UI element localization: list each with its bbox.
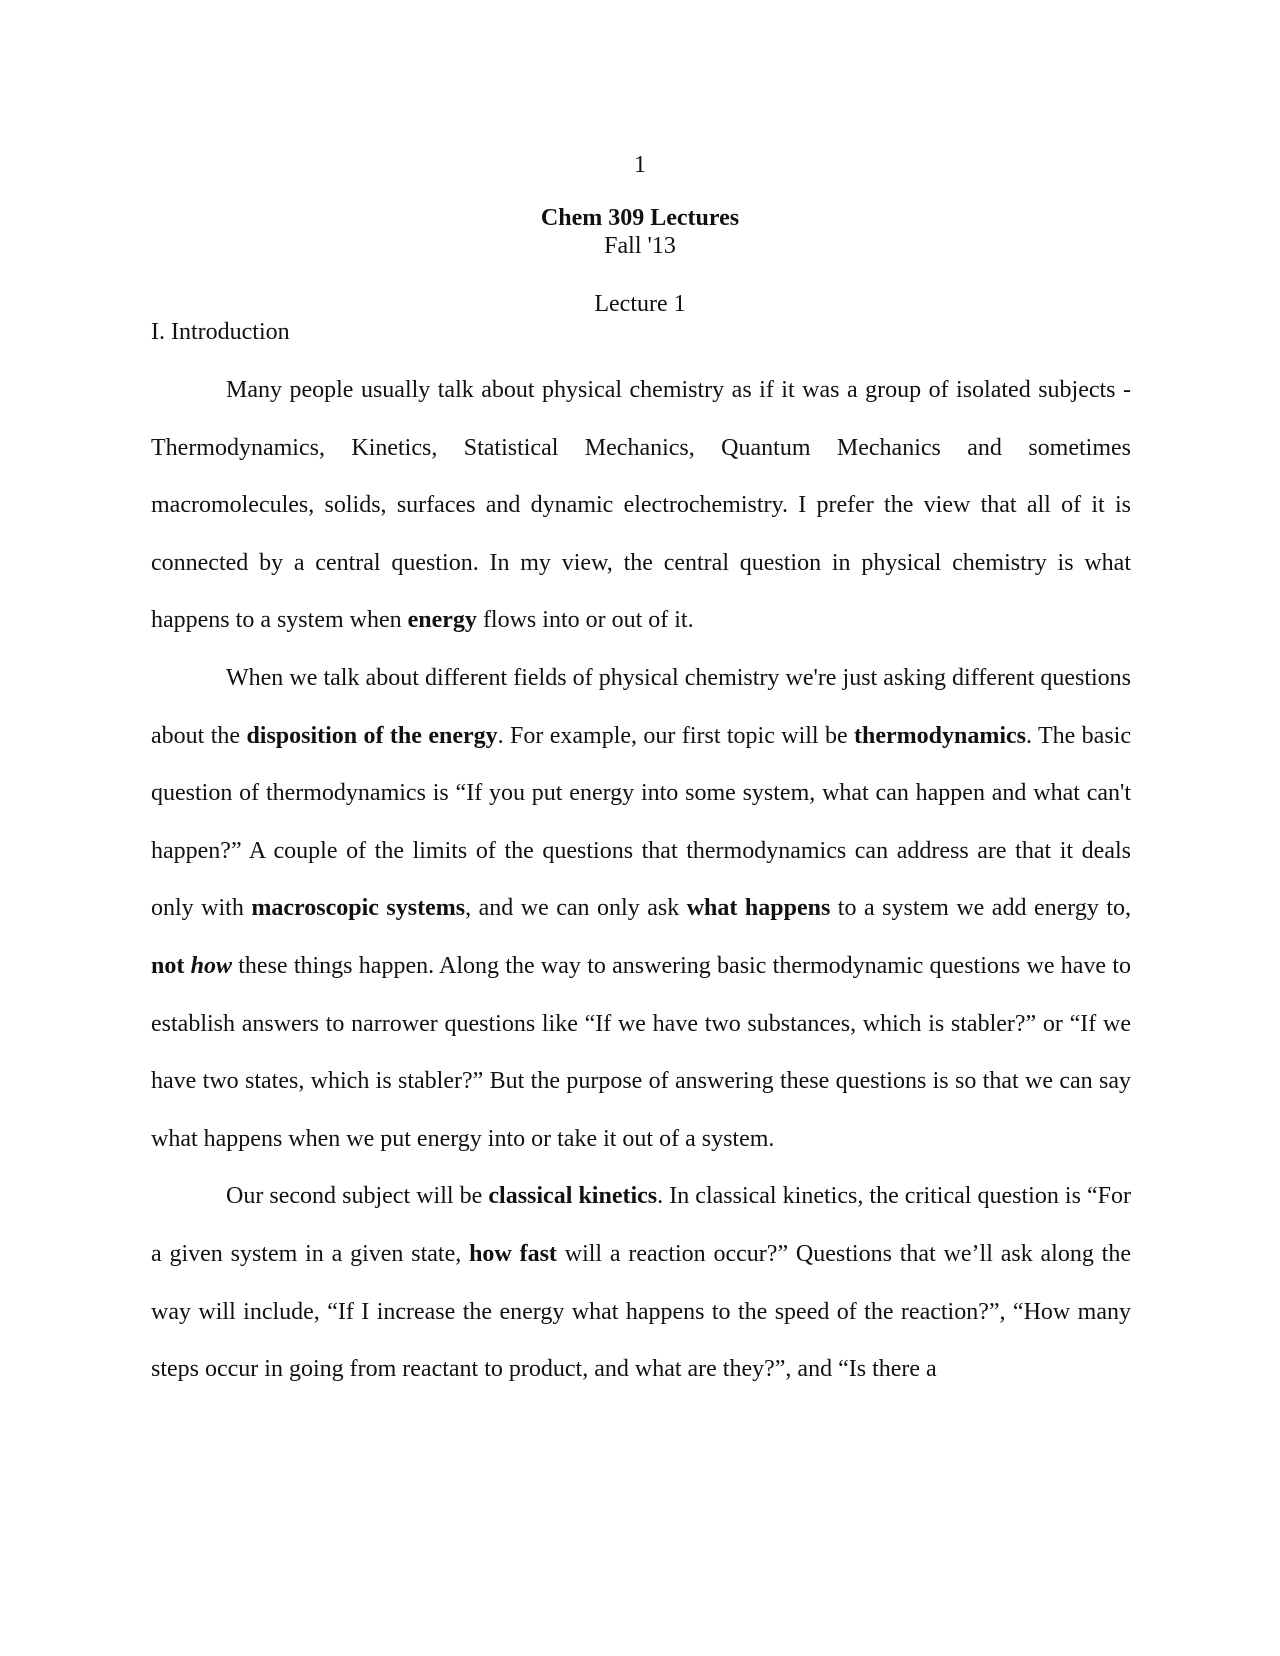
p3-bold-classical-kinetics: classical kinetics <box>488 1183 658 1210</box>
paragraph-3 <box>151 1168 1131 1398</box>
document-term: Fall '13 <box>604 233 676 259</box>
p1-text-2: flows into or out of it. <box>476 607 694 634</box>
body-text <box>151 362 1131 1399</box>
p2-text-3: . The basic question of thermodynamics is “If you put energy into some system, what can happen and what can't happen?” A couple of the limits of the questions that thermodynamics can address are that it deals only with <box>151 722 1131 922</box>
p3-text-2: . In classical kinetics, the critical question is “For a given system in a given state, <box>151 1183 1132 1267</box>
p1-text-1: Many people usually talk about physical chemistry as if it was a group of isolated subjects - Thermodynamics, Kinetics, Statistical Mechanics, Quantum Mechanics and sometimes macromolecules, solids, surfaces and dynamic electrochemistry. I prefer the view that all of it is connected by a central question. In my view, the central question in physical chemistry is what happens to a system when <box>151 377 1131 634</box>
page-number: 1 <box>634 152 646 178</box>
p2-bold-not: not <box>151 952 185 979</box>
paragraph-1 <box>151 362 1131 650</box>
p3-text-3: will a reaction occur?” Questions that we’ll ask along the way will include, “If I increase the energy what happens to the speed of the reaction?”, “How many steps occur in going from reactant to product, and what are they?”, and “Is there a <box>151 1240 1131 1383</box>
p2-text-7: these things happen. Along the way to answering basic thermodynamic questions we have to establish answers to narrower questions like “If we have two substances, which is stabler?” or “If we have two states, which is stabler?” But the purpose of answering these questions is so that we can say what happens when we put energy into or take it out of a system. <box>151 952 1132 1152</box>
p2-bold-what-happens: what happens <box>686 895 831 922</box>
p2-bold-disposition: disposition of the energy <box>246 722 498 749</box>
p2-bold-italic-how: how <box>190 952 232 979</box>
section-heading: I. Introduction <box>151 319 290 345</box>
paragraph-2 <box>151 650 1131 1168</box>
p2-bold-macroscopic: macroscopic systems <box>251 895 466 922</box>
document-title: Chem 309 Lectures <box>540 205 740 231</box>
p2-text-4: , and we can only ask <box>465 895 687 922</box>
p3-bold-how-fast: how fast <box>469 1240 557 1267</box>
p2-text-1: When we talk about different fields of physical chemistry we're just asking different questions about the <box>151 664 1131 749</box>
p2-text-5: to a system we add energy to, <box>830 895 1132 922</box>
p3-text-1: Our second subject will be <box>226 1183 489 1210</box>
p2-bold-thermodynamics: thermodynamics <box>854 722 1027 749</box>
lecture-label: Lecture 1 <box>594 291 686 317</box>
p2-text-2: . For example, our first topic will be <box>497 722 855 749</box>
p1-bold-energy: energy <box>407 607 477 634</box>
